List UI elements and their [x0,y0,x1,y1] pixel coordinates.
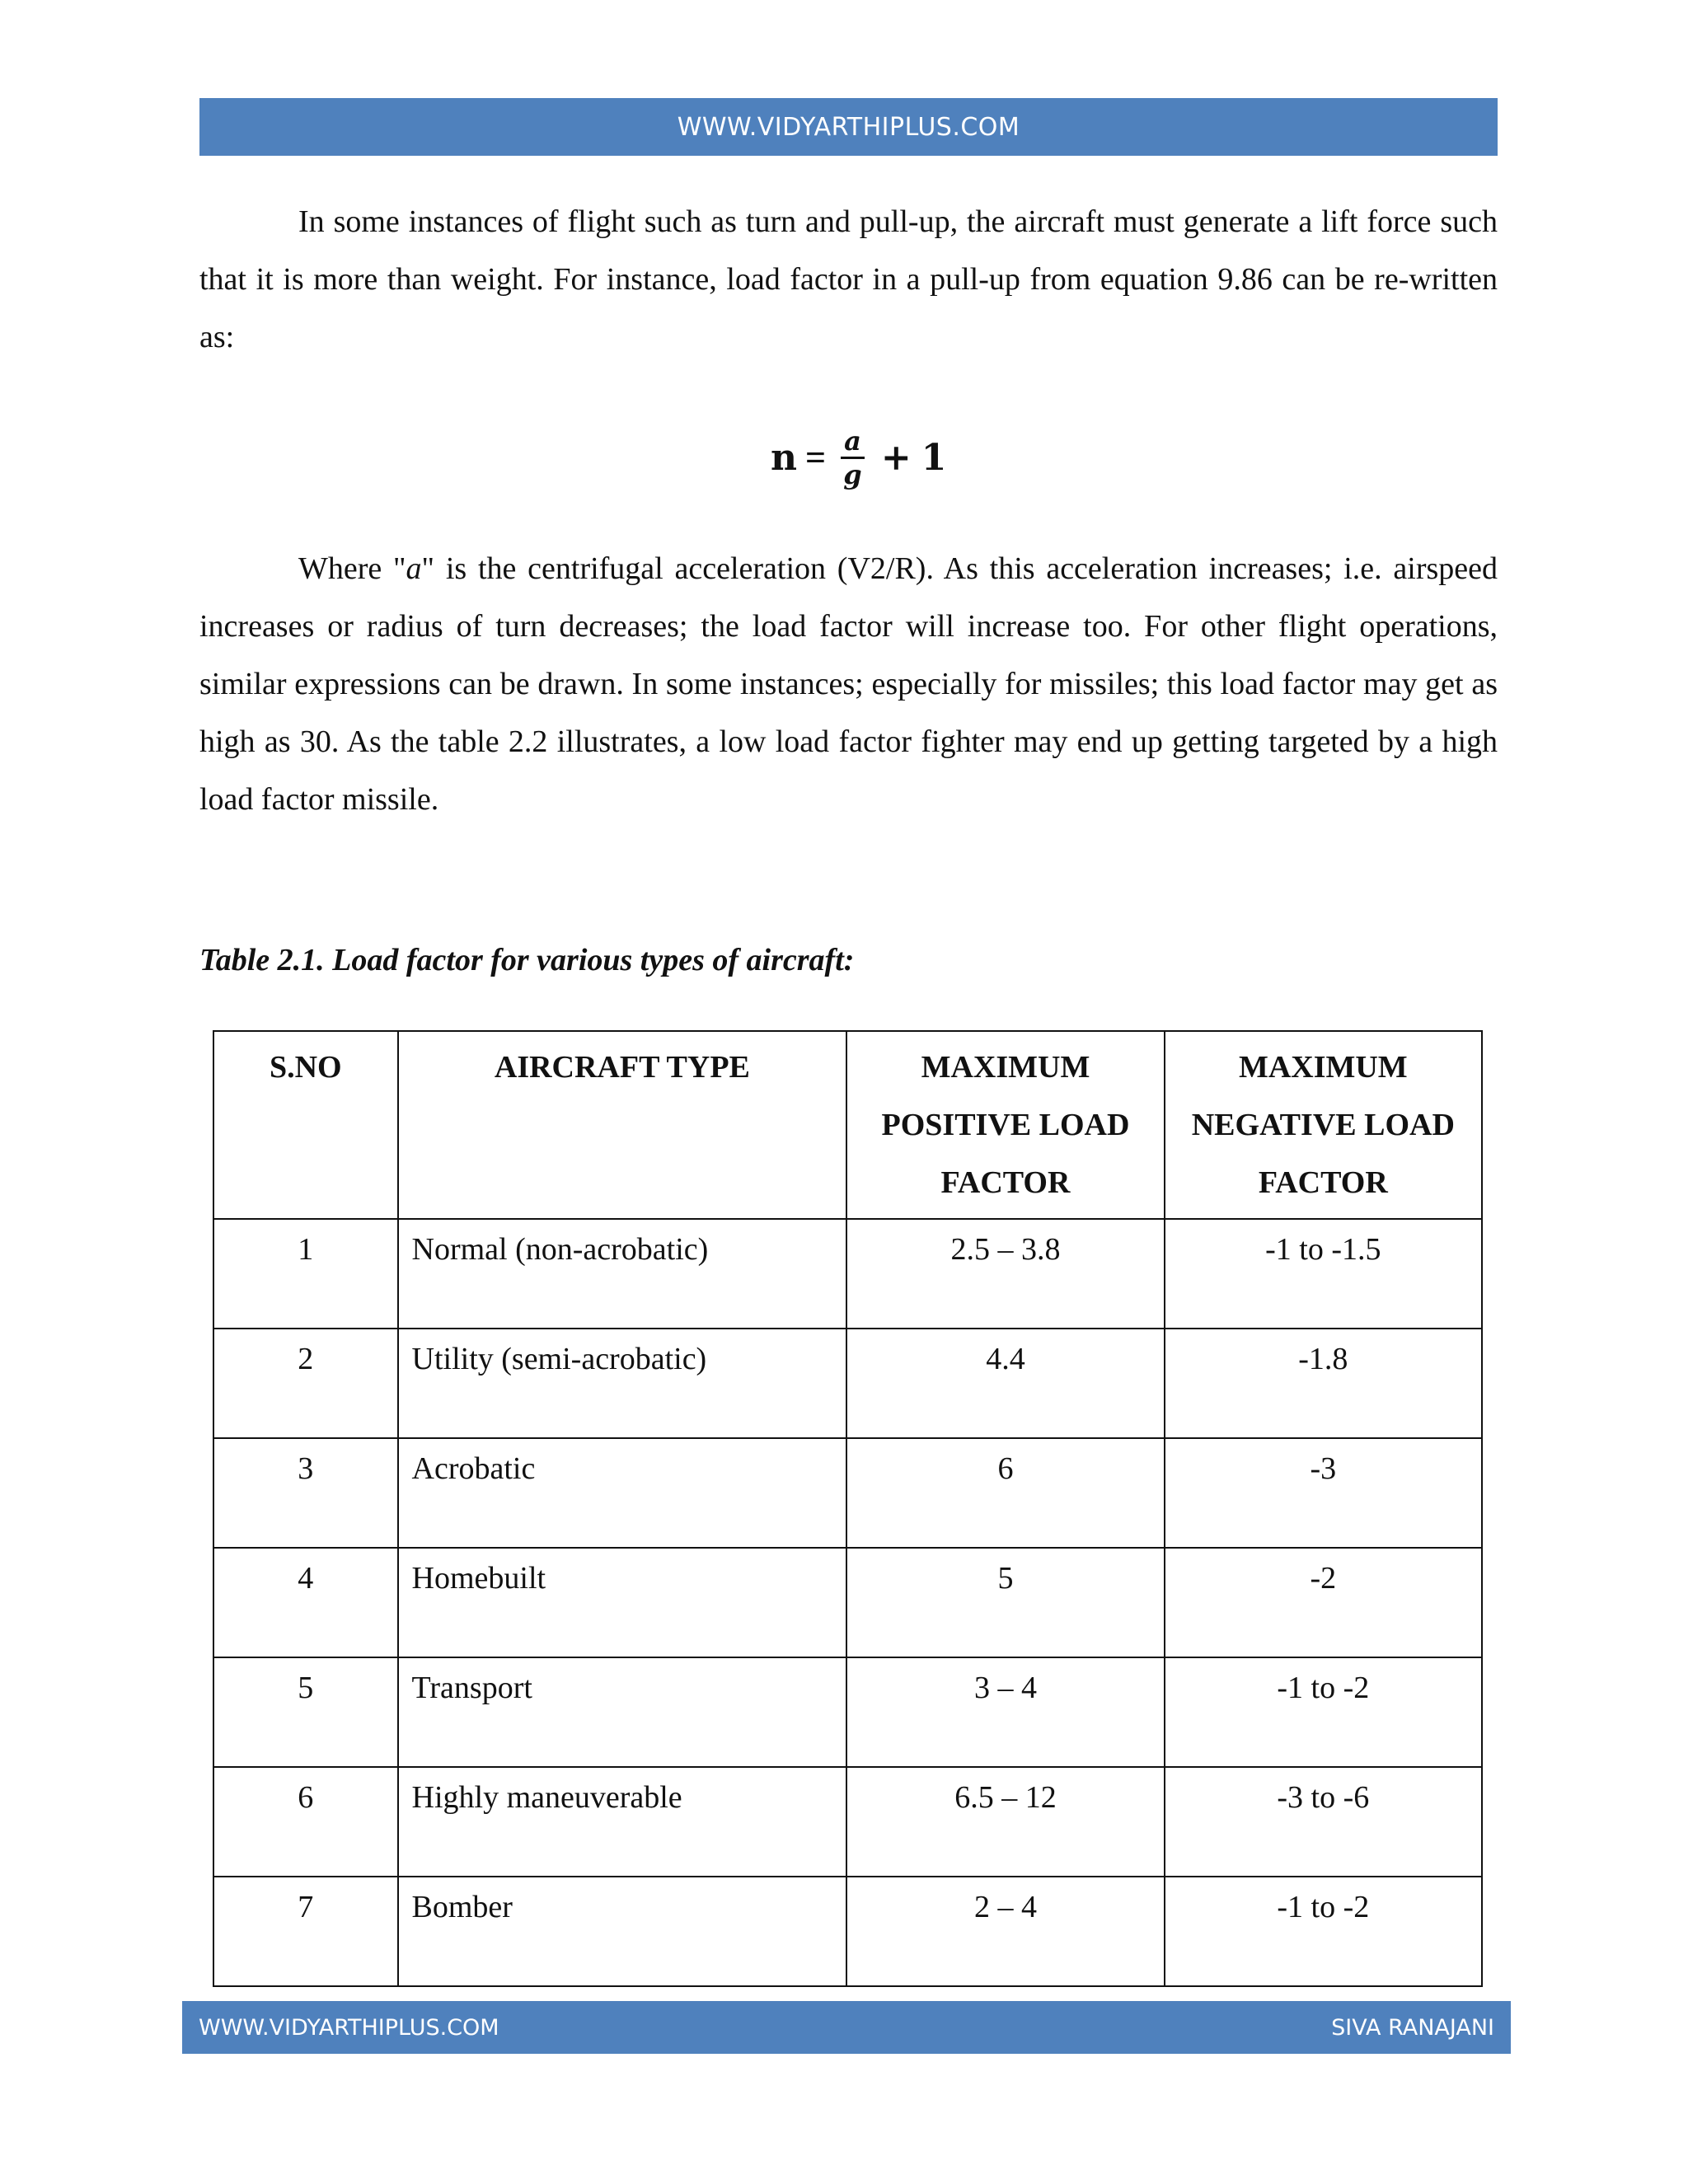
cell-aircraft-type: Normal (non-acrobatic) [398,1219,847,1329]
paragraph-explanation-text [199,540,1498,828]
table-row [213,1219,1482,1329]
header-aircraft-type: AIRCRAFT TYPE [398,1031,847,1219]
table-row [213,1329,1482,1438]
cell-max-positive: 6 [846,1438,1164,1548]
paragraph-intro-text: In some instances of flight such as turn and pull-up, the aircraft must generate a lift force such that it is more than weight. For instance, load factor in a pull-up from equation 9.86 can be re-written as: [199,204,1498,354]
cell-sno: 3 [213,1438,398,1548]
cell-aircraft-type: Utility (semi-acrobatic) [398,1329,847,1438]
header-max-positive: MAXIMUM POSITIVE LOAD FACTOR [846,1031,1164,1219]
cell-aircraft-type: Bomber [398,1877,847,1986]
cell-sno: 2 [213,1329,398,1438]
cell-sno: 5 [213,1657,398,1767]
cell-max-positive: 6.5 – 12 [846,1767,1164,1877]
cell-max-negative: -1 to -2 [1165,1877,1482,1986]
cell-sno: 6 [213,1767,398,1877]
cell-aircraft-type: Homebuilt [398,1548,847,1657]
cell-max-negative: -1 to -2 [1165,1657,1482,1767]
cell-max-positive: 4.4 [846,1329,1164,1438]
load-factor-formula [771,416,946,499]
cell-max-negative: -2 [1165,1548,1482,1657]
header-max-negative: MAXIMUM NEGATIVE LOAD FACTOR [1165,1031,1482,1219]
formula-equals: = [805,437,827,478]
cell-max-positive: 2.5 – 3.8 [846,1219,1164,1329]
cell-max-negative: -1.8 [1165,1329,1482,1438]
table-row [213,1548,1482,1657]
paragraph-explanation [199,540,1498,828]
paragraph-explanation-start: Where " [298,551,406,586]
paragraph-intro [199,193,1498,366]
header-sno: S.NO [213,1031,398,1219]
header-site-label: WWW.VIDYARTHIPLUS.COM [677,112,1020,142]
cell-sno: 1 [213,1219,398,1329]
cell-aircraft-type: Transport [398,1657,847,1767]
table-row [213,1438,1482,1548]
cell-sno: 4 [213,1548,398,1657]
formula-constant: 1 [921,436,947,479]
formula-numerator: a [841,425,865,459]
cell-max-positive: 2 – 4 [846,1877,1164,1986]
table-row [213,1767,1482,1877]
cell-aircraft-type: Highly maneuverable [398,1767,847,1877]
table-row [213,1657,1482,1767]
cell-max-positive: 5 [846,1548,1164,1657]
cell-max-positive: 3 – 4 [846,1657,1164,1767]
variable-a: a [406,551,422,586]
cell-sno: 7 [213,1877,398,1986]
header-band [199,98,1498,156]
footer-site-label: WWW.VIDYARTHIPLUS.COM [199,2014,499,2041]
paragraph-explanation-rest: " is the centrifugal acceleration (V2/R). As this acceleration increases; i.e. airspeed increases or radius of turn decreases; the load factor will increase too. For other flight operations, similar expressions can be drawn. In some instances; especially for missiles; this load factor may get as high as 30. As the table 2.2 illustrates, a low load factor fighter may end up getting targeted by a high load factor missile. [199,551,1498,817]
cell-max-negative: -3 to -6 [1165,1767,1482,1877]
formula-denominator: g [843,458,862,490]
footer-author-label: SIVA RANAJANI [1331,2014,1494,2041]
table-header-row [213,1031,1482,1219]
table-caption: Table 2.1. Load factor for various types of aircraft: [199,943,855,977]
formula-lhs: n [771,436,797,479]
load-factor-table [213,1030,1483,1987]
formula-plus: + [880,436,912,479]
cell-aircraft-type: Acrobatic [398,1438,847,1548]
footer-band [182,2001,1511,2054]
table-row [213,1877,1482,1986]
cell-max-negative: -1 to -1.5 [1165,1219,1482,1329]
formula-fraction [841,425,865,490]
cell-max-negative: -3 [1165,1438,1482,1548]
